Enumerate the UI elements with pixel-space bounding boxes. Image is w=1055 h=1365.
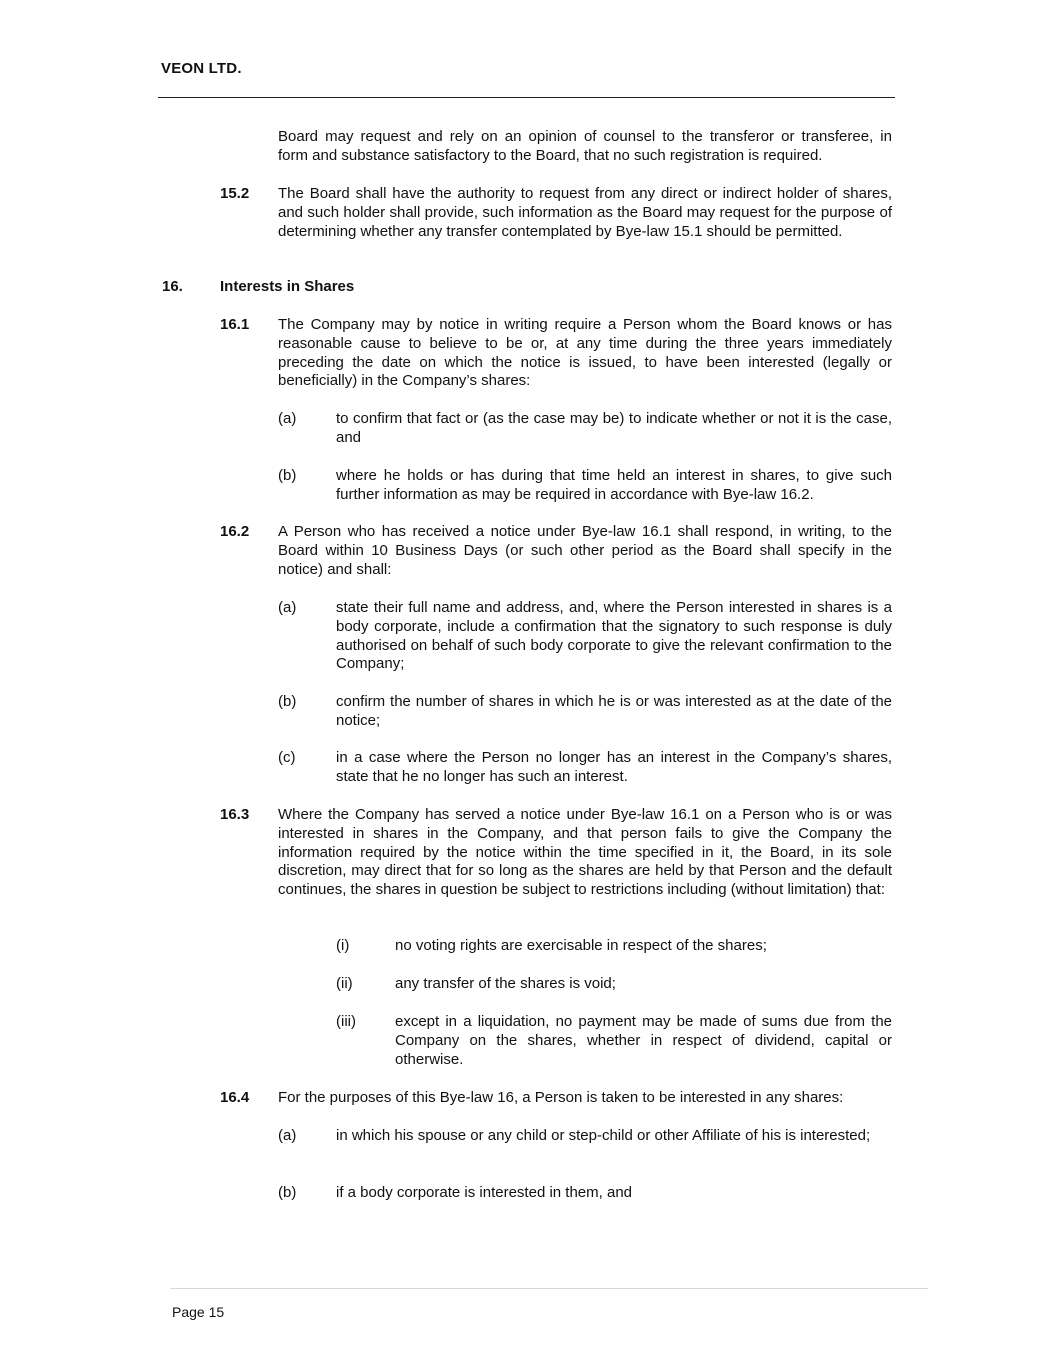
clause-text-16-1: The Company may by notice in writing require a Person whom the Board knows or has reasonable cause to believe to be or, at any time during the three years immediately preceding the date on which the notice is issued, to have been interested (legally or beneficially) in the Company’s shares: <box>278 316 892 390</box>
item-text-16-4-b: if a body corporate is interested in them, and <box>336 1184 633 1201</box>
clause-number-16-3: 16.3 <box>220 806 250 823</box>
item-label-16-2-c: (c) <box>278 749 296 766</box>
clause-text-16-3: Where the Company has served a notice under Bye-law 16.1 on a Person who is or was interested in shares in the Company, and that person fails to give the Company the information required by the notice within the time specified in it, the Board, in its sole discretion, may direct that for so long as the shares are held by that Person and the default continues, the shares in question be subject to restrictions including (without limitation) that: <box>278 806 892 899</box>
item-text-16-1-a: to confirm that fact or (as the case may be) to indicate whether or not it is the case, and <box>336 410 892 446</box>
header-divider <box>158 97 895 98</box>
document-header-title: VEON LTD. <box>161 60 242 77</box>
item-label-16-3-iii: (iii) <box>336 1013 356 1030</box>
footer-divider <box>170 1288 928 1289</box>
item-text-16-2-b: confirm the number of shares in which he is or was interested as at the date of the notice; <box>336 693 892 729</box>
item-label-16-1-b: (b) <box>278 467 297 484</box>
item-label-16-2-b: (b) <box>278 693 297 710</box>
item-text-16-2-a: state their full name and address, and, where the Person interested in shares is a body corporate, include a confirmation that the signatory to such response is duly authorised on behalf of such body corporate to give the relevant confirmation to the Company; <box>336 599 892 673</box>
intro-line-2: form and substance satisfactory to the Board, that no such registration is required. <box>278 147 823 164</box>
item-label-16-4-a: (a) <box>278 1127 297 1144</box>
item-text-16-2-c: in a case where the Person no longer has an interest in the Company’s shares, state that he no longer has such an interest. <box>336 749 892 785</box>
item-label-16-4-b: (b) <box>278 1184 297 1201</box>
item-text-16-1-b: where he holds or has during that time held an interest in shares, to give such further information as may be required in accordance with Bye-law 16.2. <box>336 467 892 503</box>
section-number-16: 16. <box>162 278 183 295</box>
clause-text-15-2: The Board shall have the authority to request from any direct or indirect holder of shares, and such holder shall provide, such information as the Board may request for the purpose of determining whether any transfer contemplated by Bye-law 15.1 should be permitted. <box>278 185 892 240</box>
section-title-16: Interests in Shares <box>220 278 355 295</box>
clause-number-16-2: 16.2 <box>220 523 250 540</box>
item-label-16-1-a: (a) <box>278 410 297 427</box>
clause-text-16-4: For the purposes of this Bye-law 16, a Person is taken to be interested in any shares: <box>278 1089 844 1106</box>
item-label-16-2-a: (a) <box>278 599 297 616</box>
intro-line-1: Board may request and rely on an opinion of counsel to the transferor or transferee, in <box>278 128 892 145</box>
clause-number-15-2: 15.2 <box>220 185 250 202</box>
item-label-16-3-ii: (ii) <box>336 975 353 992</box>
page-number: Page 15 <box>172 1304 225 1320</box>
item-text-16-3-iii: except in a liquidation, no payment may be made of sums due from the Company on the shares, whether in respect of dividend, capital or otherwise. <box>395 1013 892 1068</box>
item-text-16-3-i: no voting rights are exercisable in respect of the shares; <box>395 937 767 954</box>
item-label-16-3-i: (i) <box>336 937 350 954</box>
clause-number-16-4: 16.4 <box>220 1089 250 1106</box>
clause-number-16-1: 16.1 <box>220 316 250 333</box>
clause-text-16-2: A Person who has received a notice under Bye-law 16.1 shall respond, in writing, to the Board within 10 Business Days (or such other period as the Board shall specify in the notice) and shall: <box>278 523 892 578</box>
item-text-16-4-a: in which his spouse or any child or step-child or other Affiliate of his is interested; <box>336 1127 871 1144</box>
item-text-16-3-ii: any transfer of the shares is void; <box>395 975 616 992</box>
